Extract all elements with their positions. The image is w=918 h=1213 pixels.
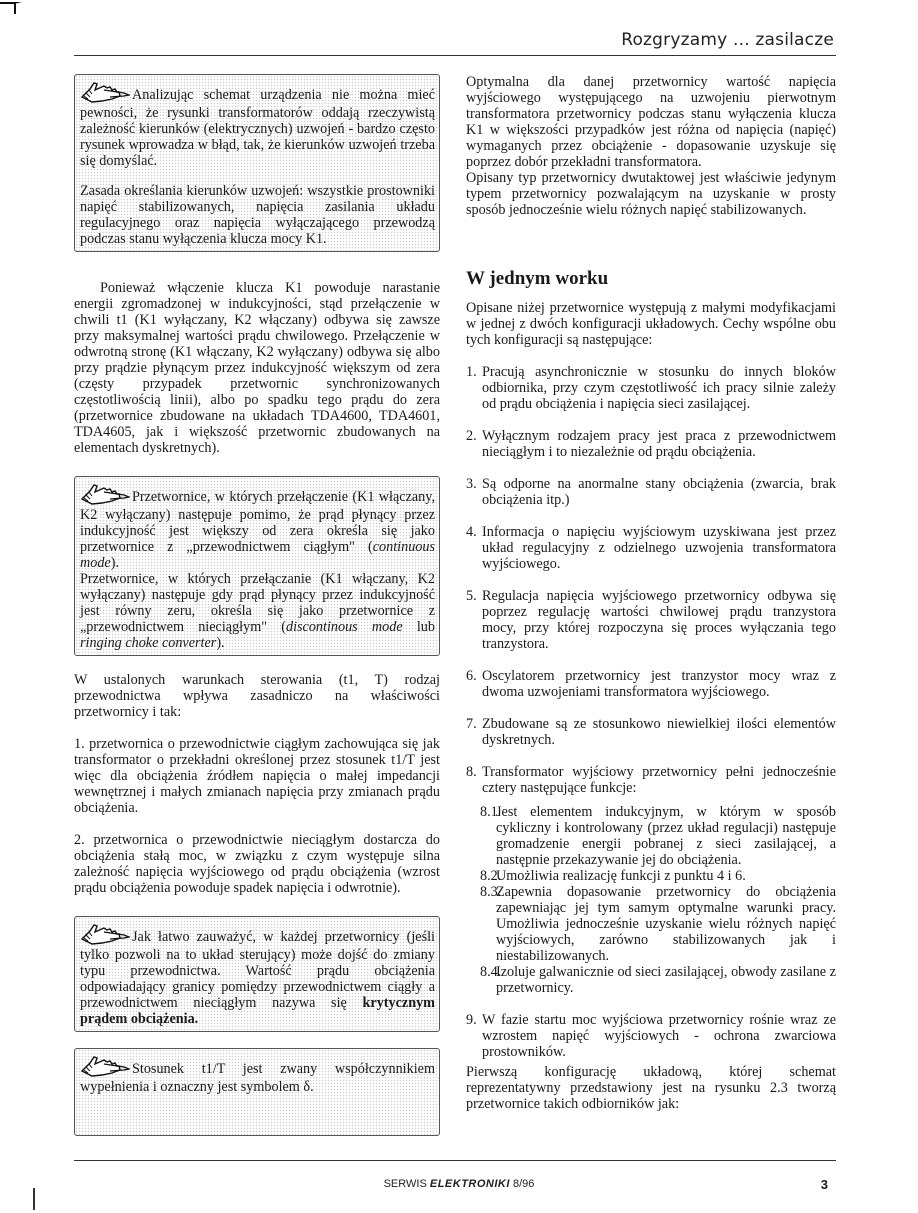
corner-crop-mark <box>0 0 22 14</box>
list-item <box>466 524 836 572</box>
features-list <box>466 364 836 1060</box>
section-heading: W jednym worku <box>466 268 609 289</box>
note-paragraph <box>80 79 435 169</box>
list-item <box>466 1012 836 1060</box>
note-paragraph: Zasada określania kierunków uzwojeń: wszystkie prostowniki napięć stabilizowanych, napięcia zasilania układu regulacyjnego oraz napięcia wyłączającego przewodzą podczas stanu wyłączenia klucza mocy K1. <box>80 183 435 247</box>
item-text: Informacja o napięciu wyjściowym uzyskiwana jest przez układ regulacyjny z odzielnego uzwojenia transformatora wyjściowego. <box>482 524 836 572</box>
footer-prefix: SERWIS <box>383 1178 430 1190</box>
pointing-hand-icon <box>80 79 130 105</box>
item-number: 2. <box>466 428 477 444</box>
body-paragraph: 2. przetwornica o przewodnictwie nieciągłym dostarcza do obciążenia stałą moc, w związku z czym występuje silna zależność napięcia wyjściowego od prądu obciążenia (wzrost prądu obciążenia powoduje spadek napięcia i odwrotnie). <box>74 832 440 896</box>
footer-issue: 8/96 <box>509 1178 535 1190</box>
left-column <box>74 74 440 1152</box>
list-item <box>466 668 836 700</box>
item-number: 5. <box>466 588 477 604</box>
body-paragraph: 1. przetwornica o przewodnictwie ciągłym zachowująca się jak transformator o przekładni określonej przez stosunek t1/T jest więc dla obciążenia źródłem napięcia o małej impedancji wewnętrznej i małych zmianach napięcia przy zmianach prądu obciążenia. <box>74 736 440 816</box>
note-text: Przetwornice, w których przełączanie (K1 włączany, K2 wyłączany) następuje gdy prąd płynący przez indukcyjność jest równy zeru, określa się jako przetwornice z „przewodnictwem nieciągłym" ( <box>80 571 435 635</box>
sub-list-item <box>480 964 836 996</box>
note-paragraph <box>80 921 435 1027</box>
sub-list-item <box>480 804 836 868</box>
note-text: Stosunek t1/T jest zwany współczynnikiem wypełnienia i oznaczny jest symbolem δ. <box>80 1061 435 1095</box>
sub-item-text: Umożliwia realizację funkcji z punktu 4 i 6. <box>496 868 746 884</box>
footer <box>0 1178 918 1190</box>
note-box-winding-direction <box>74 74 440 252</box>
pointing-hand-icon <box>80 481 130 507</box>
running-title: Rozgryzamy ... zasilacze <box>621 30 834 50</box>
item-text: W fazie startu moc wyjściowa przetwornicy rośnie wraz ze wzrostem napięć wyjściowych - ochrona zwarciowa prostowników. <box>482 1012 836 1060</box>
note-paragraph <box>80 481 435 571</box>
item-number: 8. <box>466 764 477 780</box>
sub-list-item <box>480 868 836 884</box>
note-box-duty-cycle <box>74 1048 440 1136</box>
list-item <box>466 588 836 652</box>
list-item <box>466 364 836 412</box>
transformer-functions-list <box>480 804 836 996</box>
pointing-hand-icon <box>80 921 130 947</box>
header-rule <box>74 55 836 56</box>
note-text: Przetwornice, w których przełączenie (K1 włączany, K2 wyłączany) następuje pomimo, że prąd płynący przez indukcyjność jest większy od zera określa się jako przetwornice z „przewodnictwem ciągłym" ( <box>80 489 435 555</box>
note-text: lub <box>402 619 435 635</box>
term-italic: discontinous mode <box>285 619 403 635</box>
body-paragraph: Optymalna dla danej przetwornicy wartość napięcia wyjściowego występującego na uzwojeniu pierwotnym transformatora przetwornicy podczas stanu wyłączenia klucza K1 w większości przypadków jest różna od napięcia (napięć) wymaganych przez obciążenie - dopasowanie uzyskuje się poprzez dobór przekładni transformatora. <box>466 74 836 170</box>
body-paragraph: Ponieważ włączenie klucza K1 powoduje narastanie energii zgromadzonej w indukcyjności, stąd przełączenie w chwili t1 (K1 wyłączany, K2 włączany) odbywa się zawsze przy maksymalnej wartości prądu chwilowego. Przełączenie w odwrotną stronę (K1 włączany, K2 wyłączany) odbywa się albo przy prądzie płynącym przez indukcyjność większym od zera (częsty przypadek przetwornic synchronizowanych częstotliwością linii), albo po spadku tego prądu do zera (przetwornice zbudowane na układach TDA4600, TDA4601, TDA4605, jak i większość przetwornic zbudowanych na elementach dyskretnych). <box>74 280 440 456</box>
body-paragraph: Opisane niżej przetwornice występują z małymi modyfikacjami w jednej z dwóch konfiguracji układowych. Cechy wspólne obu tych konfiguracji są następujące: <box>466 300 836 348</box>
list-item <box>466 476 836 508</box>
note-text: ). <box>110 555 120 571</box>
body-paragraph: Pierwszą konfigurację układową, której schemat reprezentatywny przedstawiony jest na rysunku 2.3 tworzą przetwornice takich odbiorników jak: <box>466 1064 836 1112</box>
item-number: 1. <box>466 364 477 380</box>
body-paragraph: W ustalonych warunkach sterowania (t1, T) rodzaj przewodnictwa wpływa zasadniczo na właściwości przetwornicy i tak: <box>74 672 440 720</box>
sub-item-number: 8.3. <box>480 884 502 900</box>
page-number: 3 <box>820 1177 828 1192</box>
note-text: Jak łatwo zauważyć, w każdej przetwornicy (jeśli tylko pozwoli na to układ sterujący) może dojść do zmiany typu przewodnictwa. Wartość prądu obciążenia odpowiadający granicy pomiędzy przewodnictwem ciągły a przewodnictwem nieciągłym nazywa się <box>80 929 435 1011</box>
sub-list-item <box>480 884 836 964</box>
footer-rule <box>74 1160 836 1161</box>
margin-mark <box>33 1188 35 1210</box>
footer-brand: ELEKTRONIKI <box>429 1178 510 1190</box>
item-number: 4. <box>466 524 477 540</box>
item-text: Są odporne na anormalne stany obciążenia (zwarcia, brak obciążenia itp.) <box>482 476 836 508</box>
note-text: ). <box>216 635 225 651</box>
item-text: Zbudowane są ze stosunkowo niewielkiej ilości elementów dyskretnych. <box>482 716 836 748</box>
item-number: 7. <box>466 716 477 732</box>
note-box-conduction-modes <box>74 476 440 656</box>
item-text: Wyłącznym rodzajem pracy jest praca z przewodnictwem nieciągłym i to niezależnie od prądu obciążenia. <box>482 428 836 460</box>
sub-item-number: 8.1. <box>480 804 502 820</box>
note-box-critical-current <box>74 916 440 1032</box>
list-item <box>466 428 836 460</box>
right-column <box>466 74 836 1112</box>
note-text: Analizując schemat urządzenia nie można mieć pewności, że rysunki transformatorów oddają rzeczywistą zależność kierunków (elektrycznych) uzwojeń - bardzo często rysunek wprowadza w błąd, tak, że kierunków uzwojeń trzeba się domyślać. <box>80 87 435 169</box>
term-italic: ringing choke converter <box>80 635 217 651</box>
list-item <box>466 716 836 748</box>
pointing-hand-icon <box>80 1053 130 1079</box>
sub-item-number: 8.4. <box>480 964 502 980</box>
term-italic: continuous mode <box>80 539 435 571</box>
sub-item-text: Izoluje galwanicznie od sieci zasilającej, obwody zasilane z przetwornicy. <box>496 964 836 996</box>
sub-item-text: Jest elementem indukcyjnym, w którym w sposób cykliczny i kontrolowany (przez układ regulacji) następuje gromadzenie energii pobranej z sieci zasilającej, a następnie przekazywanie jej do obciążenia. <box>496 804 836 868</box>
sub-item-text: Zapewnia dopasowanie przetwornicy do obciążenia zapewniając jej tym samym optymalne warunki pracy. Umożliwia jednocześnie uzyskanie wielu różnych napięć wyjściowych, zarówno stabilizowanych jak i niestabilizowanych. <box>496 884 836 964</box>
item-number: 3. <box>466 476 477 492</box>
note-paragraph <box>80 571 435 651</box>
note-paragraph <box>80 1053 435 1095</box>
item-text: Pracują asynchronicznie w stosunku do innych bloków odbiornika, przy czym częstotliwość ich pracy silnie zależy od prądu obciążenia i napięcia sieci zasilającej. <box>482 364 836 412</box>
body-paragraph: Opisany typ przetwornicy dwutaktowej jest właściwie jedynym typem przetwornicy pozwalającym na uzyskanie w prosty sposób jednocześnie wielu różnych napięć stabilizowanych. <box>466 170 836 218</box>
item-number: 6. <box>466 668 477 684</box>
sub-item-number: 8.2. <box>480 868 502 884</box>
item-text: Transformator wyjściowy przetwornicy pełni jednocześnie cztery następujące funkcje: <box>482 764 836 796</box>
term-bold: krytycznym prądem obciążenia. <box>80 995 435 1027</box>
item-text: Oscylatorem przetwornicy jest tranzystor mocy wraz z dwoma uzwojeniami transformatora wyjściowego. <box>482 668 836 700</box>
item-number: 9. <box>466 1012 477 1028</box>
item-body <box>482 764 836 996</box>
list-item <box>466 764 836 996</box>
item-text: Regulacja napięcia wyjściowego przetwornicy odbywa się poprzez regulację wartości chwilowej prądu tranzystora mocy, przy której rozpoczyna się proces wyłączania tego tranzystora. <box>482 588 836 652</box>
